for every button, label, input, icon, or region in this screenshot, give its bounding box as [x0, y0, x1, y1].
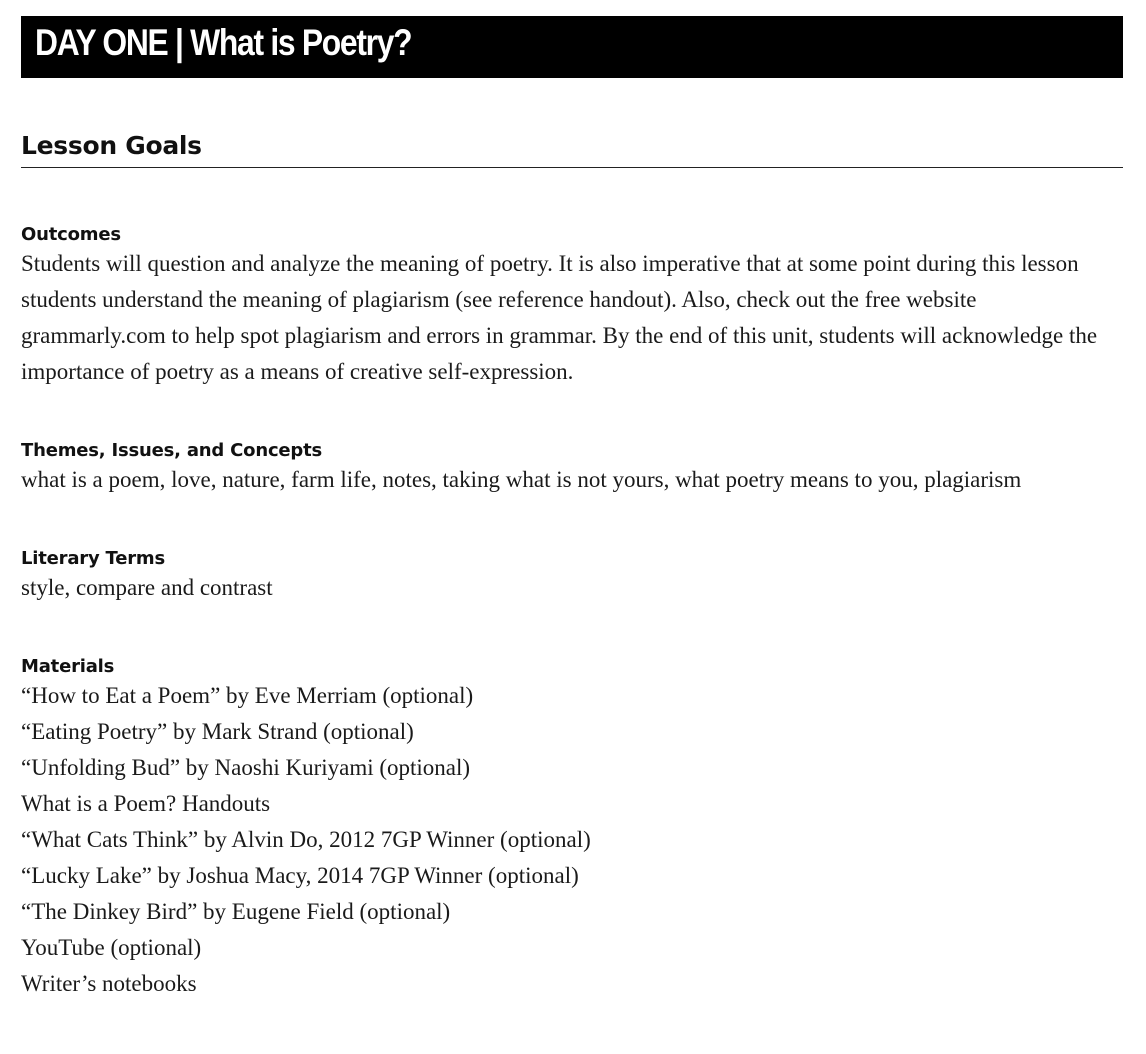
lesson-page — [21, 16, 1123, 1002]
materials-list — [21, 678, 1123, 1002]
outcomes-section — [21, 224, 1123, 390]
material-item: “Lucky Lake” by Joshua Macy, 2014 7GP Winner (optional) — [21, 863, 579, 888]
material-item: “How to Eat a Poem” by Eve Merriam (optional) — [21, 683, 474, 708]
themes-section — [21, 440, 1123, 498]
materials-section — [21, 656, 1123, 1002]
lesson-goals-heading: Lesson Goals — [21, 131, 202, 160]
material-item: “The Dinkey Bird” by Eugene Field (optional) — [21, 899, 451, 924]
day-banner-title: DAY ONE | What is Poetry? — [35, 22, 412, 63]
themes-text: what is a poem, love, nature, farm life, notes, taking what is not yours, what poetry means to you, plagiarism — [21, 467, 1022, 492]
material-item: “Eating Poetry” by Mark Strand (optional) — [21, 719, 414, 744]
outcomes-heading: Outcomes — [21, 224, 121, 245]
material-item: “What Cats Think” by Alvin Do, 2012 7GP Winner (optional) — [21, 827, 591, 852]
material-item: Writer’s notebooks — [21, 971, 197, 996]
section-divider — [21, 167, 1123, 168]
literary-terms-heading: Literary Terms — [21, 548, 165, 569]
outcomes-text: Students will question and analyze the meaning of poetry. It is also imperative that at some point during this lesson students understand the meaning of plagiarism (see reference handout). Also, check out the free website grammarly.com to help spot plagiarism and errors in grammar. By the end of this unit, students will acknowledge the importance of poetry as a means of creative self-expression. — [21, 251, 1098, 384]
literary-terms-text: style, compare and contrast — [21, 575, 273, 600]
material-item: What is a Poem? Handouts — [21, 791, 271, 816]
materials-heading: Materials — [21, 656, 115, 677]
material-item: YouTube (optional) — [21, 935, 202, 960]
themes-heading: Themes, Issues, and Concepts — [21, 440, 323, 461]
material-item: “Unfolding Bud” by Naoshi Kuriyami (optional) — [21, 755, 471, 780]
literary-terms-section — [21, 548, 1123, 606]
day-banner — [21, 16, 1123, 78]
